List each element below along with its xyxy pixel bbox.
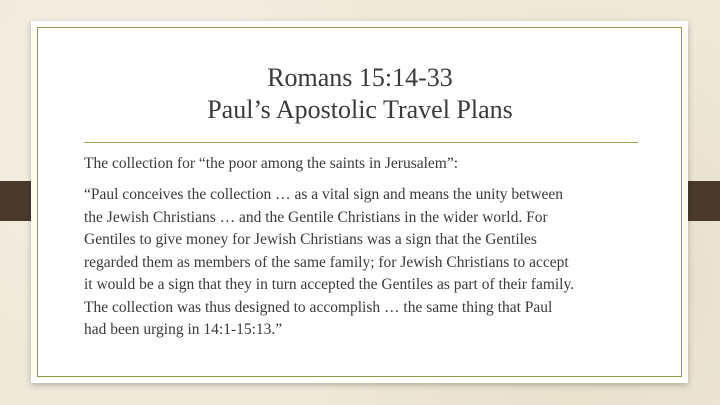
- title-line-1: Romans 15:14-33: [267, 63, 453, 92]
- quote-line: Gentiles to give money for Jewish Christians was a sign that the Gentiles: [84, 231, 537, 248]
- slide-title: [50, 62, 670, 126]
- left-side-tab: [0, 181, 34, 221]
- quote-line: regarded them as members of the same family; for Jewish Christians to accept: [84, 253, 569, 271]
- title-line-2: Paul’s Apostolic Travel Plans: [207, 95, 513, 124]
- quote-line: it would be a sign that they in turn accepted the Gentiles as part of their family.: [84, 276, 575, 293]
- quote-line: The collection was thus designed to accomplish … the same thing that Paul: [84, 298, 553, 316]
- quote-line: “Paul conceives the collection … as a vital sign and means the unity between: [84, 186, 564, 203]
- right-side-tab: [686, 181, 720, 221]
- quote-line: the Jewish Christians … and the Gentile Christians in the wider world. For: [84, 208, 548, 226]
- title-divider: [84, 142, 638, 143]
- lead-paragraph: The collection for “the poor among the saints in Jerusalem”:: [84, 155, 459, 172]
- quote-line: had been urging in 14:1-15:13.”: [84, 321, 283, 338]
- slide-body: [84, 153, 644, 342]
- quote-paragraph: [84, 184, 644, 342]
